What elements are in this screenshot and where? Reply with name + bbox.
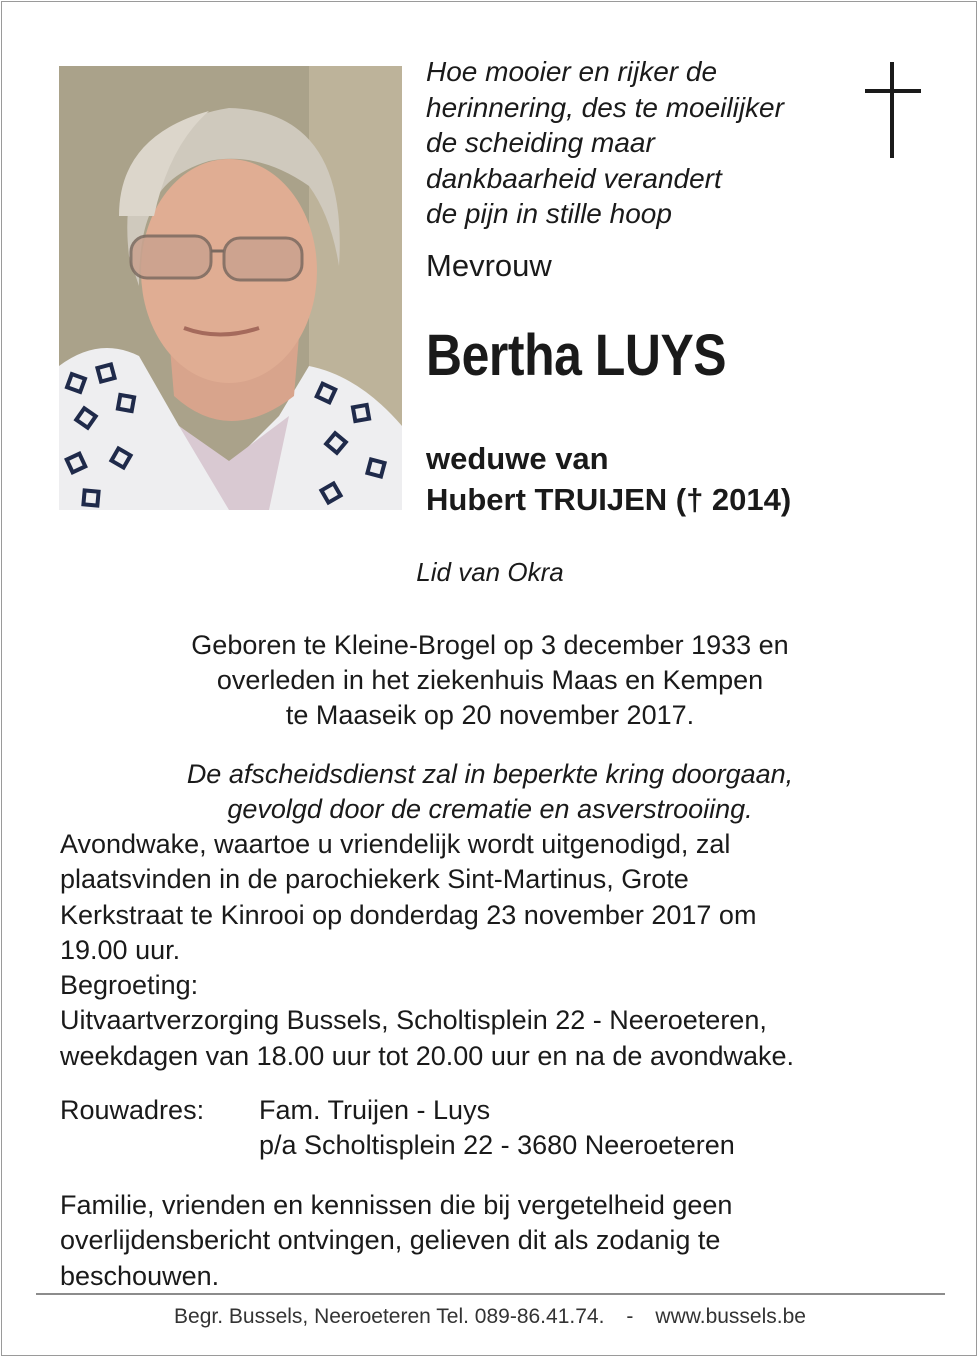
spouse-name: Hubert TRUIJEN († 2014) <box>426 482 792 517</box>
closing-line: Familie, vrienden en kennissen die bij vergetelheid geen <box>60 1190 733 1220</box>
address-lines <box>259 1093 735 1163</box>
poem-line: Hoe mooier en rijker de <box>426 56 718 87</box>
service-info <box>0 757 980 827</box>
widow-line: weduwe van <box>426 441 609 476</box>
poem-line: de scheiding maar <box>426 127 655 158</box>
birth-death-line: Geboren te Kleine-Brogel op 3 december 1933 en <box>191 630 789 660</box>
footer <box>0 1305 980 1329</box>
birth-death-line: te Maaseik op 20 november 2017. <box>285 700 695 730</box>
address-line: Fam. Truijen - Luys <box>259 1095 491 1125</box>
honorific: Mevrouw <box>426 248 552 283</box>
footer-contact: Begr. Bussels, Neeroeteren Tel. 089-86.41.74. <box>174 1305 605 1328</box>
address-label: Rouwadres: <box>60 1095 205 1125</box>
footer-website[interactable]: www.bussels.be <box>655 1305 806 1328</box>
poem-line: dankbaarheid verandert <box>426 162 722 194</box>
vigil-line: Uitvaartverzorging Bussels, Scholtisplein 22 - Neeroeteren, <box>60 1005 767 1036</box>
poem-line: herinnering, des te moeilijker <box>426 91 784 123</box>
closing-note <box>60 1188 732 1294</box>
vigil-line: plaatsvinden in de parochiekerk Sint-Martinus, Grote <box>60 864 689 895</box>
address-line: p/a Scholtisplein 22 - 3680 Neeroeteren <box>259 1130 735 1160</box>
closing-line: beschouwen. <box>60 1260 220 1291</box>
latin-cross-icon <box>862 60 924 160</box>
vigil-line: Avondwake, waartoe u vriendelijk wordt uitgenodigd, zal <box>60 829 731 859</box>
deceased-name: Bertha LUYS <box>426 323 727 388</box>
birth-death-info <box>0 628 980 733</box>
vigil-line: weekdagen van 18.00 uur tot 20.00 uur en na de avondwake. <box>60 1040 795 1071</box>
portrait-photo <box>59 66 402 510</box>
vigil-line: Kerkstraat te Kinrooi op donderdag 23 november 2017 om <box>60 899 757 930</box>
footer-divider <box>36 1293 945 1295</box>
vigil-line: Begroeting: <box>60 970 199 1001</box>
birth-death-line: overleden in het ziekenhuis Maas en Kempen <box>216 665 764 695</box>
service-line: gevolgd door de crematie en asverstrooiing. <box>227 794 753 824</box>
poem <box>426 54 846 232</box>
vigil-info <box>60 827 794 1074</box>
closing-line: overlijdensbericht ontvingen, gelieven dit als zodanig te <box>60 1225 721 1256</box>
service-line: De afscheidsdienst zal in beperkte kring doorgaan, <box>186 759 794 789</box>
membership: Lid van Okra <box>416 557 564 587</box>
footer-separator: - <box>626 1305 634 1328</box>
widow-block <box>426 438 791 520</box>
vigil-line: 19.00 uur. <box>60 934 181 965</box>
portrait-illustration <box>59 66 402 510</box>
poem-line: de pijn in stille hoop <box>426 198 672 229</box>
